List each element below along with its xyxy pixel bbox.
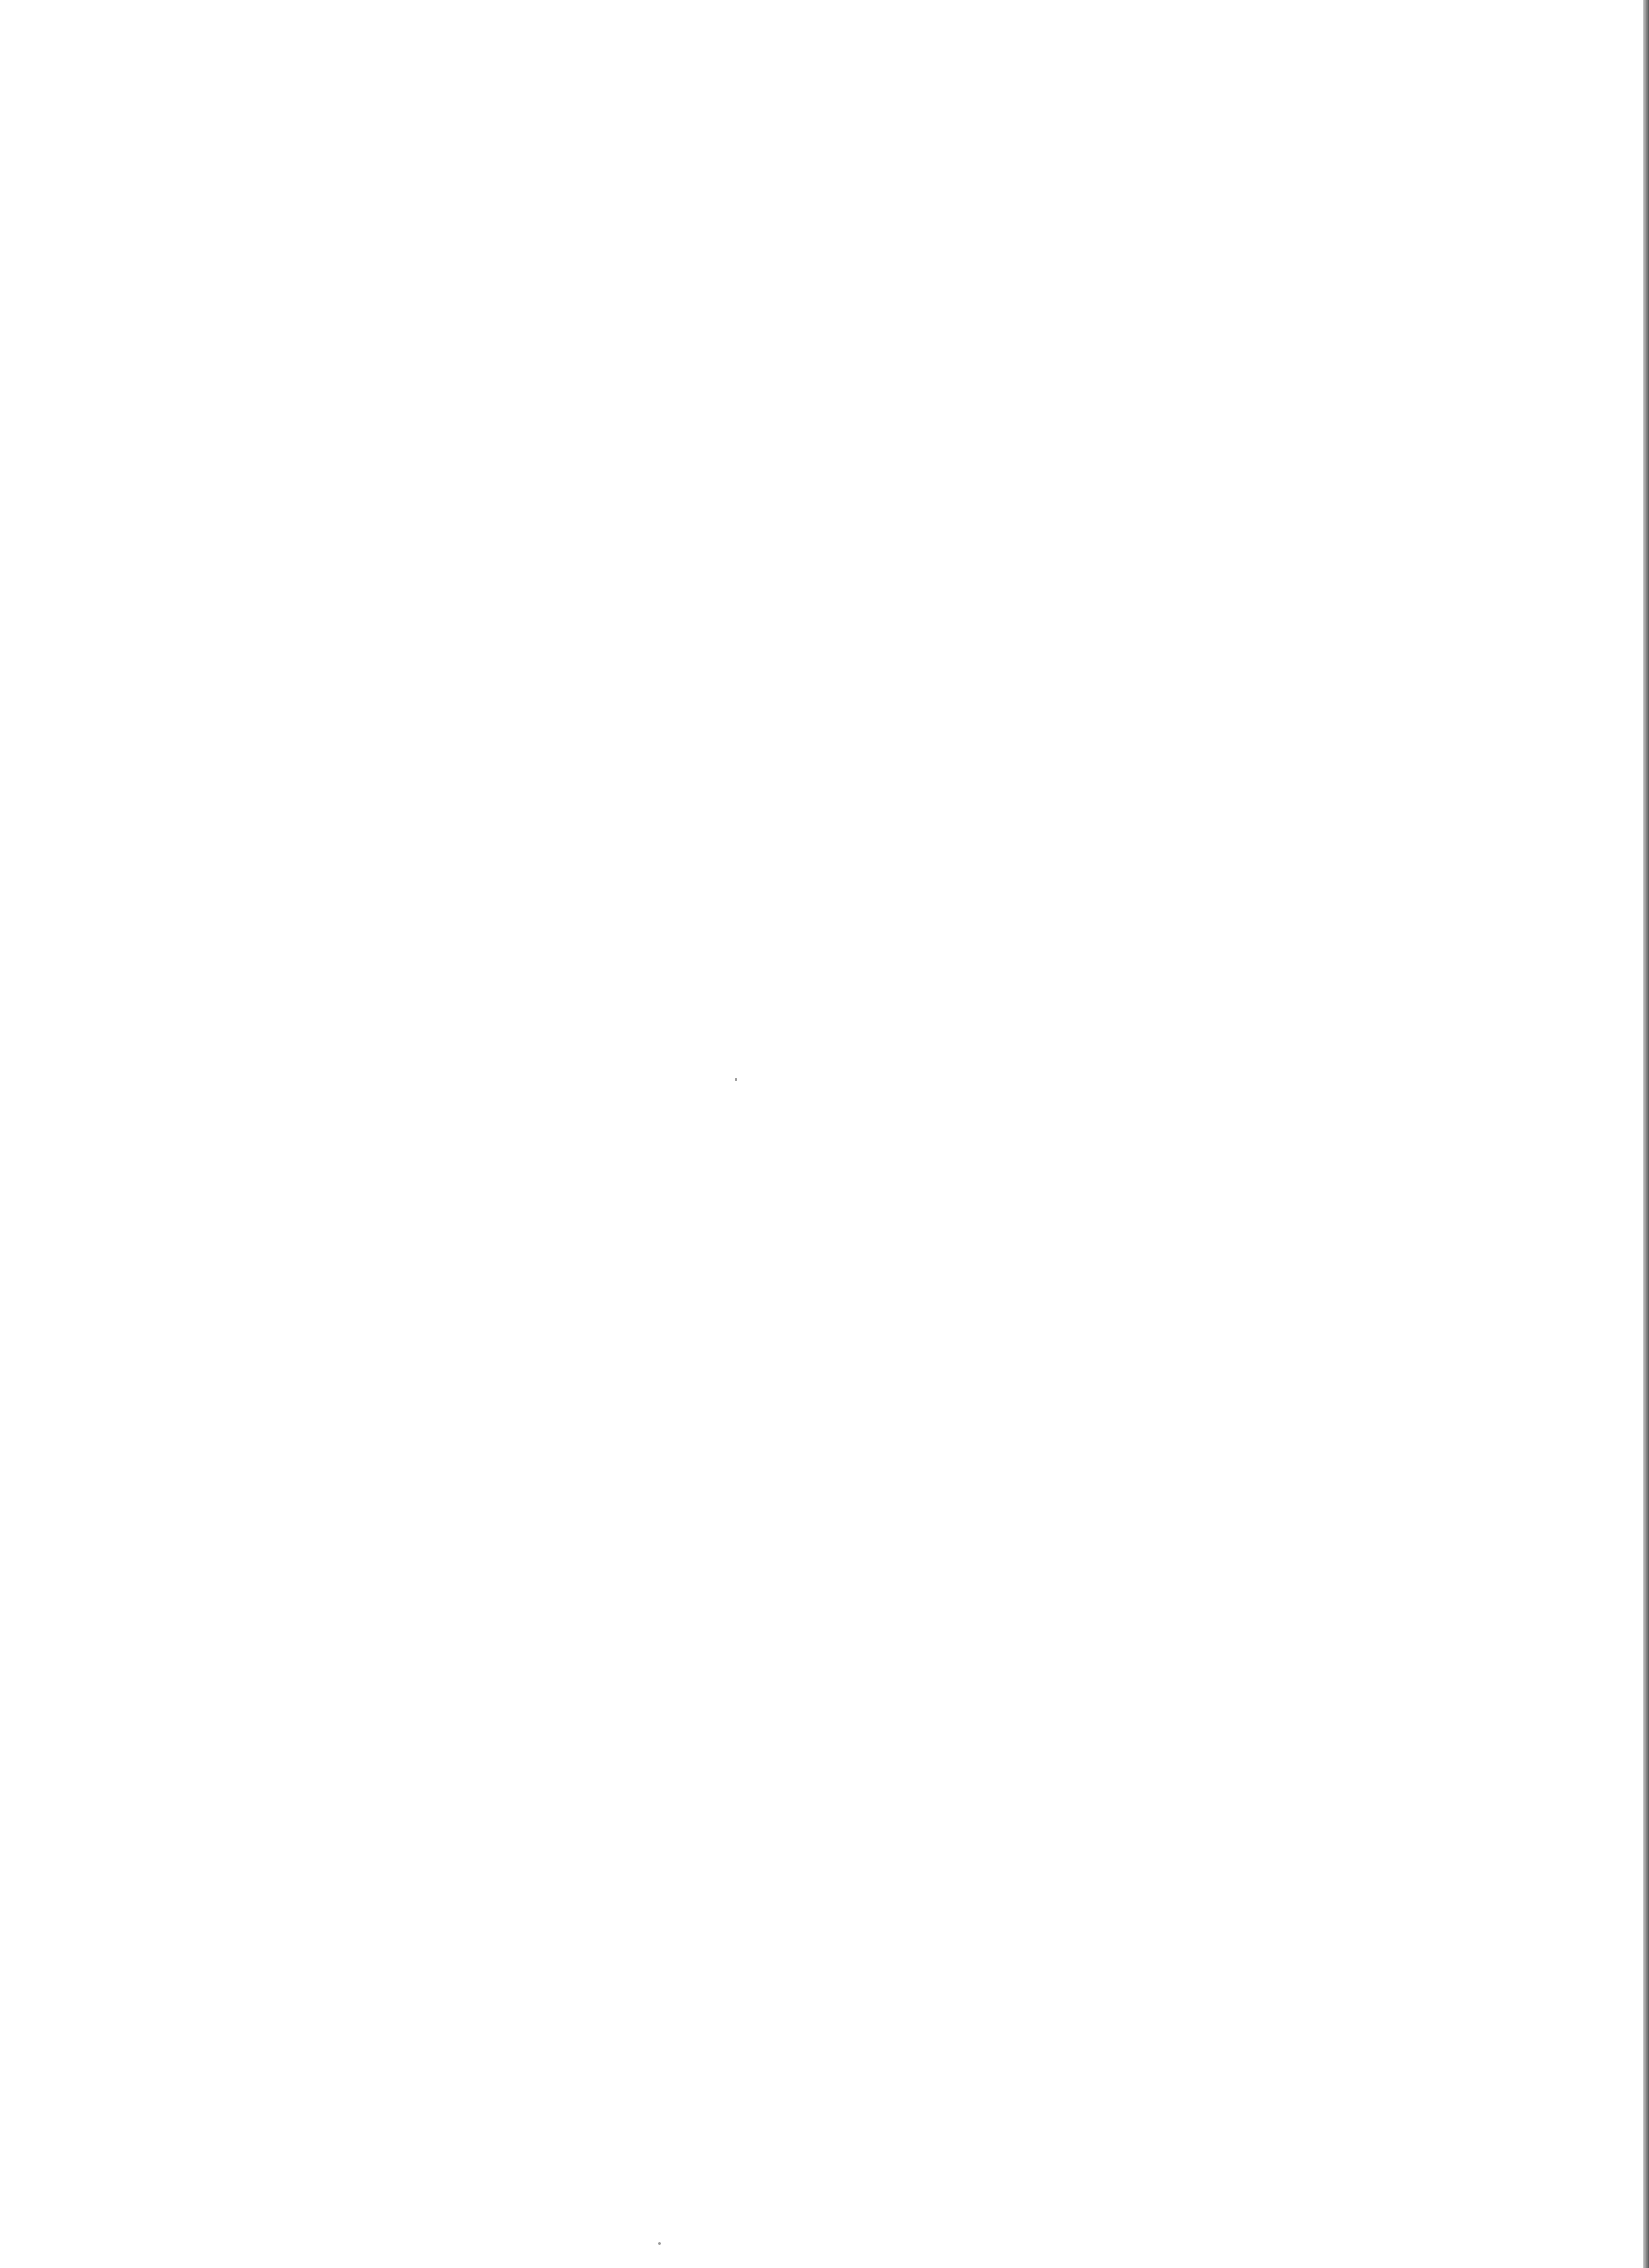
scan-page-edge (1643, 0, 1649, 2268)
scan-speck (658, 2242, 661, 2245)
scan-speck (735, 1078, 737, 1081)
